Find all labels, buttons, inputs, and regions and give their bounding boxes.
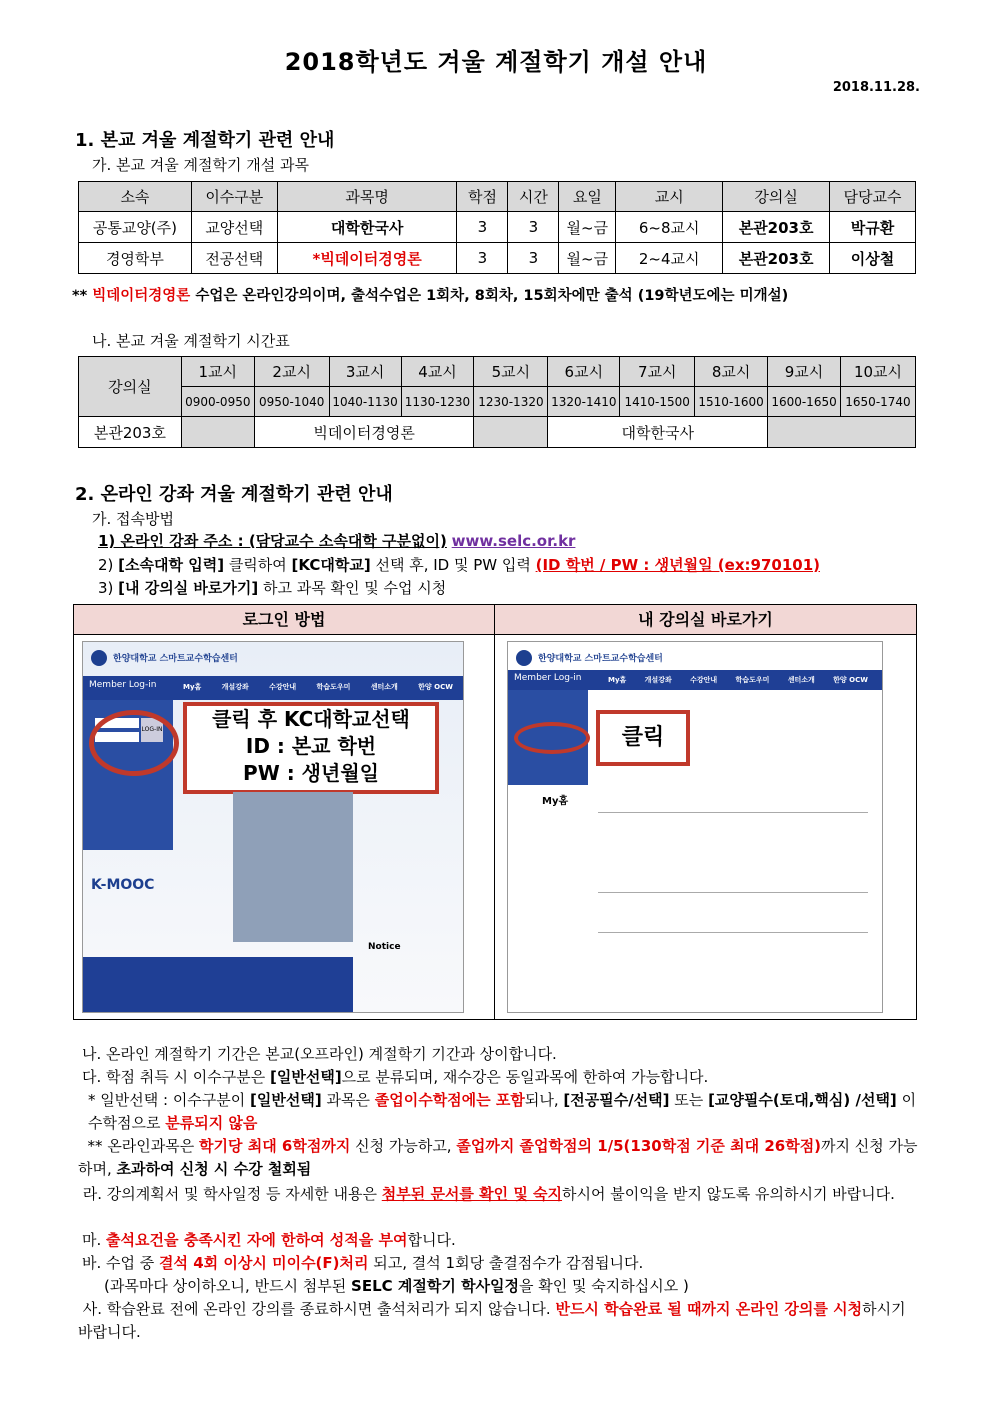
table-cell: 3: [508, 243, 559, 274]
menu-item[interactable]: 수강안내: [690, 676, 718, 684]
menu-item[interactable]: 학습도우미: [735, 676, 770, 684]
login-screenshot: [82, 641, 464, 1013]
menu-item[interactable]: 센터소개: [370, 683, 398, 691]
period-cell: 1교시: [181, 357, 254, 387]
table-cell: 본관203호: [723, 243, 830, 274]
login-button[interactable]: LOG-IN: [141, 718, 163, 742]
table-row: [79, 212, 916, 243]
timetable-room-row: [79, 417, 916, 448]
site-menu: [608, 675, 868, 685]
login-guide-box: [73, 604, 917, 1020]
time-cell: 1410-1500: [620, 387, 695, 417]
univ-logo-icon: [91, 650, 107, 666]
member-login-label: Member Log-in: [514, 673, 582, 683]
time-cell: 1650-1740: [840, 387, 915, 417]
table-cell: 대학한국사: [277, 212, 457, 243]
menu-item[interactable]: 학습도우미: [316, 683, 351, 691]
banner-bar: [83, 957, 353, 1012]
empty-cell: [474, 417, 548, 448]
time-cell: 1510-1600: [695, 387, 768, 417]
time-cell: 1230-1320: [474, 387, 548, 417]
click-callout: 클릭: [596, 710, 690, 766]
univ-logo-icon: [516, 650, 532, 666]
univ-name: 한양대학교 스마트교수학습센터: [538, 654, 663, 664]
section1-sub-b: 나. 본교 겨울 계절학기 시간표: [92, 332, 290, 350]
table-cell: 본관203호: [723, 212, 830, 243]
period-cell: 2교시: [254, 357, 329, 387]
period-cell: 7교시: [620, 357, 695, 387]
time-cell: 0900-0950: [181, 387, 254, 417]
time-cell: 1320-1410: [548, 387, 620, 417]
table-cell: 월~금: [559, 212, 616, 243]
table-cell: 전공선택: [191, 243, 277, 274]
note-ba2: (과목마다 상이하오니, 반드시 첨부된 SELC 계절학기 학사일정을 확인 및 숙지하십시오 ): [104, 1277, 689, 1295]
table-cell: 교양선택: [191, 212, 277, 243]
period-cell: 4교시: [401, 357, 474, 387]
highlight-circle: [514, 722, 590, 754]
header-cell: 소속: [79, 182, 192, 212]
period-cell: 9교시: [768, 357, 841, 387]
time-cell: 0950-1040: [254, 387, 329, 417]
schedule-cell: 대학한국사: [548, 417, 768, 448]
time-cell: 1600-1650: [768, 387, 841, 417]
period-cell: 5교시: [474, 357, 548, 387]
header-cell: 학점: [457, 182, 508, 212]
header-cell: 강의실: [723, 182, 830, 212]
col-room-header: 내 강의실 바로가기: [495, 605, 916, 635]
table-cell: 월~금: [559, 243, 616, 274]
note-ba: 바. 수업 중 결석 4회 이상시 미이수(F)처리 되고, 결석 1회당 출결점수가 감점됩니다.: [82, 1254, 644, 1272]
table-cell: 2~4교시: [616, 243, 723, 274]
courses-header-row: [79, 182, 916, 212]
highlight-circle: [89, 710, 179, 776]
note-na: 나. 온라인 계절학기 기간은 본교(오프라인) 계절학기 기간과 상이합니다.: [82, 1045, 557, 1063]
site-menu: [183, 682, 453, 692]
notice-label: Notice: [368, 942, 401, 952]
menu-item[interactable]: My홈: [183, 683, 202, 691]
note-star2: ** 온라인과목은 학기당 최대 6학점까지 신청 가능하고, 졸업까지 졸업학점의 1/5(130학점 기준 최대 26학점)까지 신청 가능하며, 초과하여 신청 시 수강 철회됨: [78, 1137, 918, 1178]
timetable-period-row: [79, 357, 916, 387]
myhome-label: My홈: [542, 796, 569, 807]
section2-sub-a: 가. 접속방법: [92, 510, 174, 528]
table-cell: 경영학부: [79, 243, 192, 274]
timetable: [78, 356, 916, 448]
timetable-room-label: 강의실: [79, 357, 182, 417]
table-cell: 이상철: [830, 243, 916, 274]
period-cell: 6교시: [548, 357, 620, 387]
time-cell: 1040-1130: [329, 387, 401, 417]
selc-url-link[interactable]: www.selc.or.kr: [451, 532, 576, 550]
section2-heading: 2. 온라인 강좌 겨울 계절학기 관련 안내: [75, 484, 393, 505]
table-row: [79, 243, 916, 274]
member-login-label: Member Log-in: [89, 680, 157, 690]
note-star1: * 일반선택 : 이수구분이 [일반선택] 과목은 졸업이수학점에는 포함되나, [전공필수/선택] 또는 [교양필수(토대,핵심) /선택] 이수학점으로 분류되지 않음: [88, 1091, 917, 1132]
section1-heading: 1. 본교 겨울 계절학기 관련 안내: [75, 130, 335, 151]
login-callout: 클릭 후 KC대학교선택 ID : 본교 학번 PW : 생년월일: [183, 702, 439, 794]
section1-sub-a: 가. 본교 겨울 계절학기 개설 과목: [92, 156, 309, 174]
header-cell: 이수구분: [191, 182, 277, 212]
period-cell: 10교시: [840, 357, 915, 387]
time-cell: 1130-1230: [401, 387, 474, 417]
room-cell: 본관203호: [79, 417, 182, 448]
menu-item[interactable]: 수강안내: [269, 683, 297, 691]
univ-name: 한양대학교 스마트교수학습센터: [113, 654, 238, 664]
courses-table: [78, 181, 916, 274]
note-sa: 사. 학습완료 전에 온라인 강의를 종료하시면 출석처리가 되지 않습니다. 반드시 학습완료 될 때까지 온라인 강의를 시청하시기 바랍니다.: [78, 1300, 906, 1341]
note-ra: 라. 강의계획서 및 학사일정 등 자세한 내용은 첨부된 문서를 확인 및 숙지하시어 불이익을 받지 않도록 유의하시기 바랍니다.: [82, 1185, 895, 1203]
table-cell: 3: [457, 243, 508, 274]
menu-item[interactable]: 센터소개: [787, 676, 815, 684]
step-2: 2) [소속대학 입력] 클릭하여 [KC대학교] 선택 후, ID 및 PW 입력 (ID 학번 / PW : 생년월일 (ex:970101): [98, 556, 820, 574]
table-cell: 6~8교시: [616, 212, 723, 243]
note-da: 다. 학점 취득 시 이수구분은 [일반선택]으로 분류되며, 재수강은 동일과목에 한하여 가능합니다.: [82, 1068, 709, 1086]
period-cell: 3교시: [329, 357, 401, 387]
period-cell: 8교시: [695, 357, 768, 387]
empty-cell: [181, 417, 254, 448]
menu-item[interactable]: My홈: [608, 676, 627, 684]
header-cell: 교시: [616, 182, 723, 212]
table-cell: 공통교양(주): [79, 212, 192, 243]
header-cell: 요일: [559, 182, 616, 212]
menu-item[interactable]: 개설강좌: [644, 676, 672, 684]
menu-item[interactable]: 개설강좌: [221, 683, 249, 691]
classroom-screenshot: [507, 641, 883, 1013]
note-ma: 마. 출석요건을 충족시킨 자에 한하여 성적을 부여합니다.: [82, 1231, 456, 1249]
header-cell: 담당교수: [830, 182, 916, 212]
menu-item[interactable]: 한양 OCW: [418, 683, 453, 691]
schedule-cell: 빅데이터경영론: [254, 417, 474, 448]
table-cell: 박규환: [830, 212, 916, 243]
col-login-header: 로그인 방법: [74, 605, 495, 635]
kmooc-logo: K-MOOC: [91, 877, 155, 893]
step-1: 1) 온라인 강좌 주소 : (담당교수 소속대학 구분없이) www.selc.or.kr: [98, 532, 576, 550]
menu-item[interactable]: 한양 OCW: [833, 676, 868, 684]
header-cell: 시간: [508, 182, 559, 212]
empty-cell: [768, 417, 916, 448]
document-date: 2018.11.28.: [832, 80, 920, 95]
table-cell: 3: [457, 212, 508, 243]
campus-building-image: [233, 792, 353, 942]
timetable-time-row: [79, 387, 916, 417]
table-cell: 3: [508, 212, 559, 243]
page-title: 2018학년도 겨울 계절학기 개설 안내: [284, 48, 708, 76]
header-cell: 과목명: [277, 182, 457, 212]
step-3: 3) [내 강의실 바로가기] 하고 과목 확인 및 수업 시청: [98, 579, 447, 597]
table-cell: *빅데이터경영론: [277, 243, 457, 274]
course-note: ** 빅데이터경영론 수업은 온라인강의이며, 출석수업은 1회차, 8회차, 15회차에만 출석 (19학년도에는 미개설): [72, 288, 789, 304]
